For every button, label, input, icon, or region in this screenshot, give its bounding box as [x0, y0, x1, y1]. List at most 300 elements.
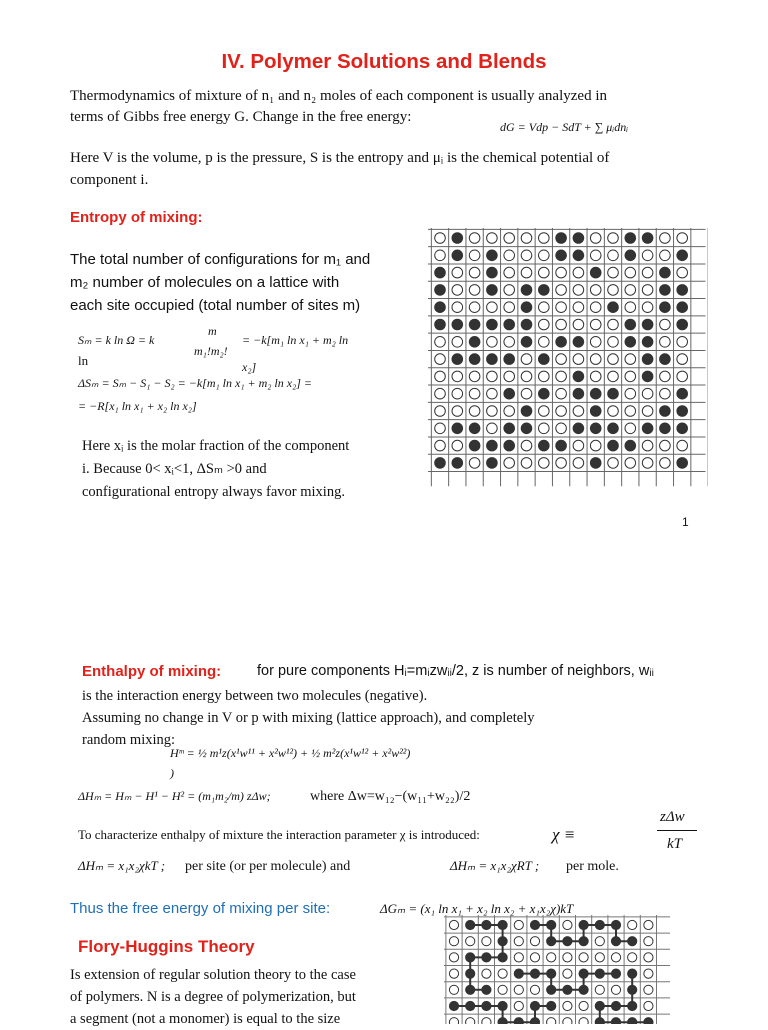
polymer-segment: [611, 1001, 620, 1010]
empty-site: [487, 233, 498, 244]
enthalpy-hm-paren: ): [170, 766, 174, 780]
polymer-segment: [547, 985, 556, 994]
empty-site: [556, 302, 567, 313]
empty-site: [590, 337, 601, 348]
solvent-site: [449, 1018, 458, 1024]
filled-site: [504, 319, 515, 330]
empty-site: [556, 458, 567, 469]
empty-site: [556, 371, 567, 382]
solvent-site: [449, 969, 458, 978]
polymer-segment: [498, 1018, 507, 1024]
filled-site: [625, 319, 636, 330]
filled-site: [487, 458, 498, 469]
page-title: IV. Polymer Solutions and Blends: [221, 50, 547, 73]
flory-line-3: a segment (not a monomer) is equal to the size: [70, 1011, 341, 1027]
empty-site: [504, 406, 515, 417]
empty-site: [608, 406, 619, 417]
filled-site: [452, 354, 463, 365]
empty-site: [590, 233, 601, 244]
polymer-segment: [530, 969, 539, 978]
entropy-eq-x2: x₂]: [242, 360, 257, 374]
filled-site: [677, 458, 688, 469]
empty-site: [677, 371, 688, 382]
empty-site: [487, 406, 498, 417]
variables-line-1: Here V is the volume, p is the pressure, S is the entropy and μᵢ is the chemical potential of: [70, 150, 610, 166]
solvent-site: [644, 937, 653, 946]
empty-site: [642, 285, 653, 296]
empty-site: [642, 440, 653, 451]
solvent-site: [563, 920, 572, 929]
empty-site: [521, 354, 532, 365]
filled-site: [435, 458, 446, 469]
empty-site: [677, 337, 688, 348]
polymer-segment: [498, 937, 507, 946]
filled-site: [677, 388, 688, 399]
delta-entropy-eq: ΔSₘ = Sₘ − S₁ − S₂ = −k[m₁ ln x₁ + m₂ ln x₂] =: [78, 376, 313, 390]
polymer-segment: [547, 937, 556, 946]
empty-site: [590, 285, 601, 296]
empty-site: [521, 458, 532, 469]
empty-site: [573, 440, 584, 451]
solvent-site: [530, 937, 539, 946]
filled-site: [677, 250, 688, 261]
enthalpy-heading: Enthalpy of mixing:: [82, 663, 222, 680]
empty-site: [504, 250, 515, 261]
empty-site: [642, 302, 653, 313]
empty-site: [521, 371, 532, 382]
entropy-frac-num: m: [208, 324, 217, 338]
empty-site: [625, 423, 636, 434]
solvent-site: [579, 1001, 588, 1010]
empty-site: [573, 285, 584, 296]
filled-site: [487, 440, 498, 451]
empty-site: [469, 233, 480, 244]
filled-site: [452, 423, 463, 434]
solvent-site: [628, 953, 637, 962]
enthalpy-line-3: Assuming no change in V or p with mixing (lattice approach), and completely: [82, 710, 535, 726]
solvent-site: [530, 953, 539, 962]
solvent-site: [563, 969, 572, 978]
empty-site: [504, 267, 515, 278]
empty-site: [469, 388, 480, 399]
empty-site: [556, 406, 567, 417]
filled-site: [539, 440, 550, 451]
empty-site: [677, 440, 688, 451]
empty-site: [504, 337, 515, 348]
filled-site: [642, 423, 653, 434]
solvent-site: [644, 985, 653, 994]
empty-site: [539, 458, 550, 469]
empty-site: [573, 406, 584, 417]
polymer-segment: [449, 1001, 458, 1010]
empty-site: [625, 388, 636, 399]
empty-site: [487, 337, 498, 348]
filled-site: [625, 337, 636, 348]
empty-site: [469, 302, 480, 313]
empty-site: [556, 354, 567, 365]
polymer-segment: [563, 937, 572, 946]
intro-line-1: Thermodynamics of mixture of n₁ and n₂ moles of each component is usually analyzed in: [70, 88, 607, 104]
empty-site: [660, 440, 671, 451]
solvent-site: [514, 1001, 523, 1010]
filled-site: [539, 285, 550, 296]
empty-site: [539, 337, 550, 348]
filled-site: [539, 388, 550, 399]
polymer-segment: [514, 969, 523, 978]
empty-site: [642, 406, 653, 417]
chi-intro: To characterize enthalpy of mixture the interaction parameter χ is introduced:: [78, 827, 480, 842]
empty-site: [677, 267, 688, 278]
filled-site: [435, 319, 446, 330]
empty-site: [452, 267, 463, 278]
filled-site: [590, 388, 601, 399]
molar-line-3: configurational entropy always favor mixing.: [82, 484, 345, 500]
polymer-segment: [611, 969, 620, 978]
polymer-segment: [466, 920, 475, 929]
polymer-segment: [482, 920, 491, 929]
solvent-site: [579, 1018, 588, 1024]
empty-site: [660, 371, 671, 382]
empty-site: [452, 302, 463, 313]
filled-site: [660, 267, 671, 278]
solvent-site: [498, 985, 507, 994]
filled-site: [660, 406, 671, 417]
solvent-site: [514, 937, 523, 946]
empty-site: [660, 319, 671, 330]
empty-site: [590, 354, 601, 365]
empty-site: [556, 267, 567, 278]
empty-site: [504, 285, 515, 296]
polymer-segment: [644, 1018, 653, 1024]
filled-site: [469, 440, 480, 451]
empty-site: [521, 388, 532, 399]
empty-site: [521, 440, 532, 451]
filled-site: [625, 233, 636, 244]
filled-site: [504, 388, 515, 399]
solvent-site: [611, 953, 620, 962]
filled-site: [608, 388, 619, 399]
filled-site: [452, 233, 463, 244]
empty-site: [625, 371, 636, 382]
flory-huggins-heading: Flory-Huggins Theory: [78, 937, 255, 956]
solvent-site: [482, 969, 491, 978]
delta-entropy-eq-2: = −R[x₁ ln x₁ + x₂ ln x₂]: [78, 399, 197, 413]
solvent-site: [547, 1018, 556, 1024]
polymer-segment: [498, 920, 507, 929]
polymer-segment: [547, 969, 556, 978]
empty-site: [452, 406, 463, 417]
filled-site: [590, 458, 601, 469]
dh-per-site-eq: ΔHₘ = x₁x₂χkT ;: [78, 858, 166, 873]
polymer-segment: [563, 985, 572, 994]
filled-site: [469, 354, 480, 365]
empty-site: [469, 371, 480, 382]
filled-site: [452, 250, 463, 261]
filled-site: [487, 285, 498, 296]
filled-site: [487, 354, 498, 365]
polymer-segment: [595, 920, 604, 929]
empty-site: [608, 354, 619, 365]
filled-site: [556, 337, 567, 348]
chi-symbol: χ ≡: [552, 825, 576, 844]
empty-site: [469, 267, 480, 278]
molar-line-1: Here xᵢ is the molar fraction of the component: [82, 438, 350, 454]
empty-site: [590, 302, 601, 313]
config-line-1: The total number of configurations for m₁ and: [70, 251, 371, 268]
filled-site: [487, 267, 498, 278]
empty-site: [487, 371, 498, 382]
empty-site: [625, 354, 636, 365]
solvent-site: [595, 985, 604, 994]
empty-site: [521, 233, 532, 244]
solvent-site: [449, 937, 458, 946]
entropy-eq-rhs: = −k[m₁ ln x₁ + m₂ ln: [242, 333, 349, 347]
polymer-segment: [595, 1018, 604, 1024]
empty-site: [435, 371, 446, 382]
polymer-segment: [579, 985, 588, 994]
empty-site: [573, 354, 584, 365]
empty-site: [504, 302, 515, 313]
filled-site: [625, 250, 636, 261]
polymer-segment: [498, 1001, 507, 1010]
solvent-site: [482, 937, 491, 946]
filled-site: [435, 302, 446, 313]
page-number: 1: [682, 515, 689, 529]
empty-site: [573, 319, 584, 330]
polymer-segment: [530, 920, 539, 929]
solvent-site: [644, 920, 653, 929]
empty-site: [556, 319, 567, 330]
solvent-site: [514, 953, 523, 962]
filled-site: [642, 233, 653, 244]
empty-site: [608, 337, 619, 348]
empty-site: [556, 423, 567, 434]
empty-site: [556, 285, 567, 296]
empty-site: [435, 354, 446, 365]
enthalpy-line-4: random mixing:: [82, 732, 176, 748]
filled-site: [504, 440, 515, 451]
empty-site: [452, 337, 463, 348]
empty-site: [573, 267, 584, 278]
empty-site: [625, 458, 636, 469]
filled-site: [573, 423, 584, 434]
empty-site: [573, 302, 584, 313]
empty-site: [608, 319, 619, 330]
polymer-segment: [628, 1001, 637, 1010]
solvent-site: [563, 1018, 572, 1024]
polymer-lattice-svg: [444, 915, 670, 1024]
filled-site: [573, 233, 584, 244]
empty-site: [539, 302, 550, 313]
polymer-segment: [466, 953, 475, 962]
filled-site: [642, 319, 653, 330]
empty-site: [452, 388, 463, 399]
filled-site: [452, 458, 463, 469]
polymer-lattice-figure: [444, 915, 670, 1024]
empty-site: [469, 406, 480, 417]
solvent-site: [449, 953, 458, 962]
filled-site: [590, 423, 601, 434]
filled-site: [677, 285, 688, 296]
polymer-segment: [595, 1001, 604, 1010]
enthalpy-line-1: for pure components Hᵢ=mᵢzwᵢᵢ/2, z is number of neighbors, wᵢᵢ: [257, 663, 654, 679]
filled-site: [521, 319, 532, 330]
empty-site: [608, 233, 619, 244]
solvent-site: [466, 937, 475, 946]
filled-site: [608, 302, 619, 313]
filled-site: [521, 337, 532, 348]
per-mole-text: per mole.: [566, 859, 619, 874]
filled-site: [521, 302, 532, 313]
empty-site: [435, 233, 446, 244]
filled-site: [521, 423, 532, 434]
empty-site: [435, 406, 446, 417]
empty-site: [625, 406, 636, 417]
filled-site: [435, 267, 446, 278]
filled-site: [590, 267, 601, 278]
solvent-site: [644, 1001, 653, 1010]
entropy-eq-wrap: ln: [78, 353, 89, 368]
filled-site: [469, 337, 480, 348]
solvent-site: [530, 985, 539, 994]
empty-site: [539, 267, 550, 278]
empty-site: [504, 371, 515, 382]
empty-site: [625, 302, 636, 313]
solvent-site: [563, 1001, 572, 1010]
solvent-site: [628, 920, 637, 929]
polymer-segment: [595, 969, 604, 978]
empty-site: [539, 250, 550, 261]
filled-site: [573, 388, 584, 399]
empty-site: [677, 233, 688, 244]
filled-site: [677, 406, 688, 417]
polymer-segment: [611, 920, 620, 929]
solvent-site: [514, 920, 523, 929]
filled-site: [590, 406, 601, 417]
solvent-site: [449, 985, 458, 994]
polymer-segment: [628, 985, 637, 994]
filled-site: [487, 319, 498, 330]
empty-site: [642, 250, 653, 261]
empty-site: [504, 458, 515, 469]
filled-site: [573, 250, 584, 261]
empty-site: [608, 285, 619, 296]
polymer-segment: [514, 1018, 523, 1024]
polymer-segment: [611, 937, 620, 946]
polymer-segment: [466, 1001, 475, 1010]
empty-site: [487, 302, 498, 313]
polymer-segment: [628, 1018, 637, 1024]
dh-per-mole-eq: ΔHₘ = x₁x₂χRT ;: [450, 858, 540, 873]
polymer-segment: [628, 937, 637, 946]
empty-site: [539, 319, 550, 330]
enthalpy-hm-eq: Hᵐ = ½ m¹z(x¹w¹¹ + x²w¹²) + ½ m²z(x¹w¹² + x²w²²): [170, 746, 411, 760]
solvent-site: [644, 969, 653, 978]
solvent-site: [449, 920, 458, 929]
molar-line-2: i. Because 0< xᵢ<1, ΔSₘ >0 and: [82, 461, 267, 477]
entropy-frac-den: m₁!m₂!: [194, 344, 228, 358]
flory-line-1: Is extension of regular solution theory to the case: [70, 967, 356, 983]
empty-site: [452, 371, 463, 382]
variables-line-2: component i.: [70, 172, 149, 188]
enthalpy-line-2: is the interaction energy between two molecules (negative).: [82, 688, 428, 704]
empty-site: [590, 319, 601, 330]
empty-site: [435, 250, 446, 261]
empty-site: [625, 285, 636, 296]
empty-site: [452, 440, 463, 451]
empty-site: [504, 233, 515, 244]
empty-site: [556, 388, 567, 399]
chi-numerator: zΔw: [660, 809, 685, 825]
lattice-svg: [428, 228, 708, 504]
filled-site: [660, 302, 671, 313]
lattice-grid-figure: [428, 228, 708, 504]
empty-site: [625, 267, 636, 278]
empty-site: [660, 337, 671, 348]
filled-site: [487, 250, 498, 261]
per-site-text: per site (or per molecule) and: [185, 859, 351, 874]
polymer-segment: [482, 953, 491, 962]
chi-denominator: kT: [667, 836, 682, 852]
empty-site: [608, 267, 619, 278]
empty-site: [469, 250, 480, 261]
polymer-segment: [466, 969, 475, 978]
solvent-site: [563, 953, 572, 962]
empty-site: [539, 423, 550, 434]
empty-site: [590, 371, 601, 382]
empty-site: [642, 458, 653, 469]
polymer-segment: [530, 1018, 539, 1024]
empty-site: [487, 388, 498, 399]
empty-site: [660, 250, 671, 261]
empty-site: [608, 371, 619, 382]
polymer-segment: [547, 1001, 556, 1010]
solvent-site: [595, 937, 604, 946]
polymer-segment: [628, 969, 637, 978]
empty-site: [539, 406, 550, 417]
empty-site: [642, 267, 653, 278]
config-line-2: m₂ number of molecules on a lattice with: [70, 274, 340, 291]
polymer-segment: [482, 1001, 491, 1010]
filled-site: [556, 233, 567, 244]
empty-site: [660, 388, 671, 399]
filled-site: [556, 440, 567, 451]
empty-site: [435, 440, 446, 451]
empty-site: [660, 458, 671, 469]
filled-site: [521, 406, 532, 417]
filled-site: [642, 354, 653, 365]
empty-site: [452, 285, 463, 296]
entropy-eq-lhs: Sₘ = k ln Ω = k: [78, 333, 155, 347]
filled-site: [504, 423, 515, 434]
filled-site: [642, 337, 653, 348]
filled-site: [504, 354, 515, 365]
filled-site: [469, 319, 480, 330]
polymer-segment: [466, 985, 475, 994]
filled-site: [521, 285, 532, 296]
empty-site: [642, 388, 653, 399]
empty-site: [435, 388, 446, 399]
solvent-site: [514, 985, 523, 994]
polymer-segment: [579, 937, 588, 946]
empty-site: [539, 371, 550, 382]
flory-line-2: of polymers. N is a degree of polymerization, but: [70, 989, 356, 1005]
empty-site: [539, 233, 550, 244]
delta-enthalpy-eq: ΔHₘ = Hₘ − H¹ − H² = (m₁m₂/m) zΔw;: [78, 789, 271, 803]
solvent-site: [482, 1018, 491, 1024]
polymer-segment: [611, 1018, 620, 1024]
empty-site: [487, 423, 498, 434]
